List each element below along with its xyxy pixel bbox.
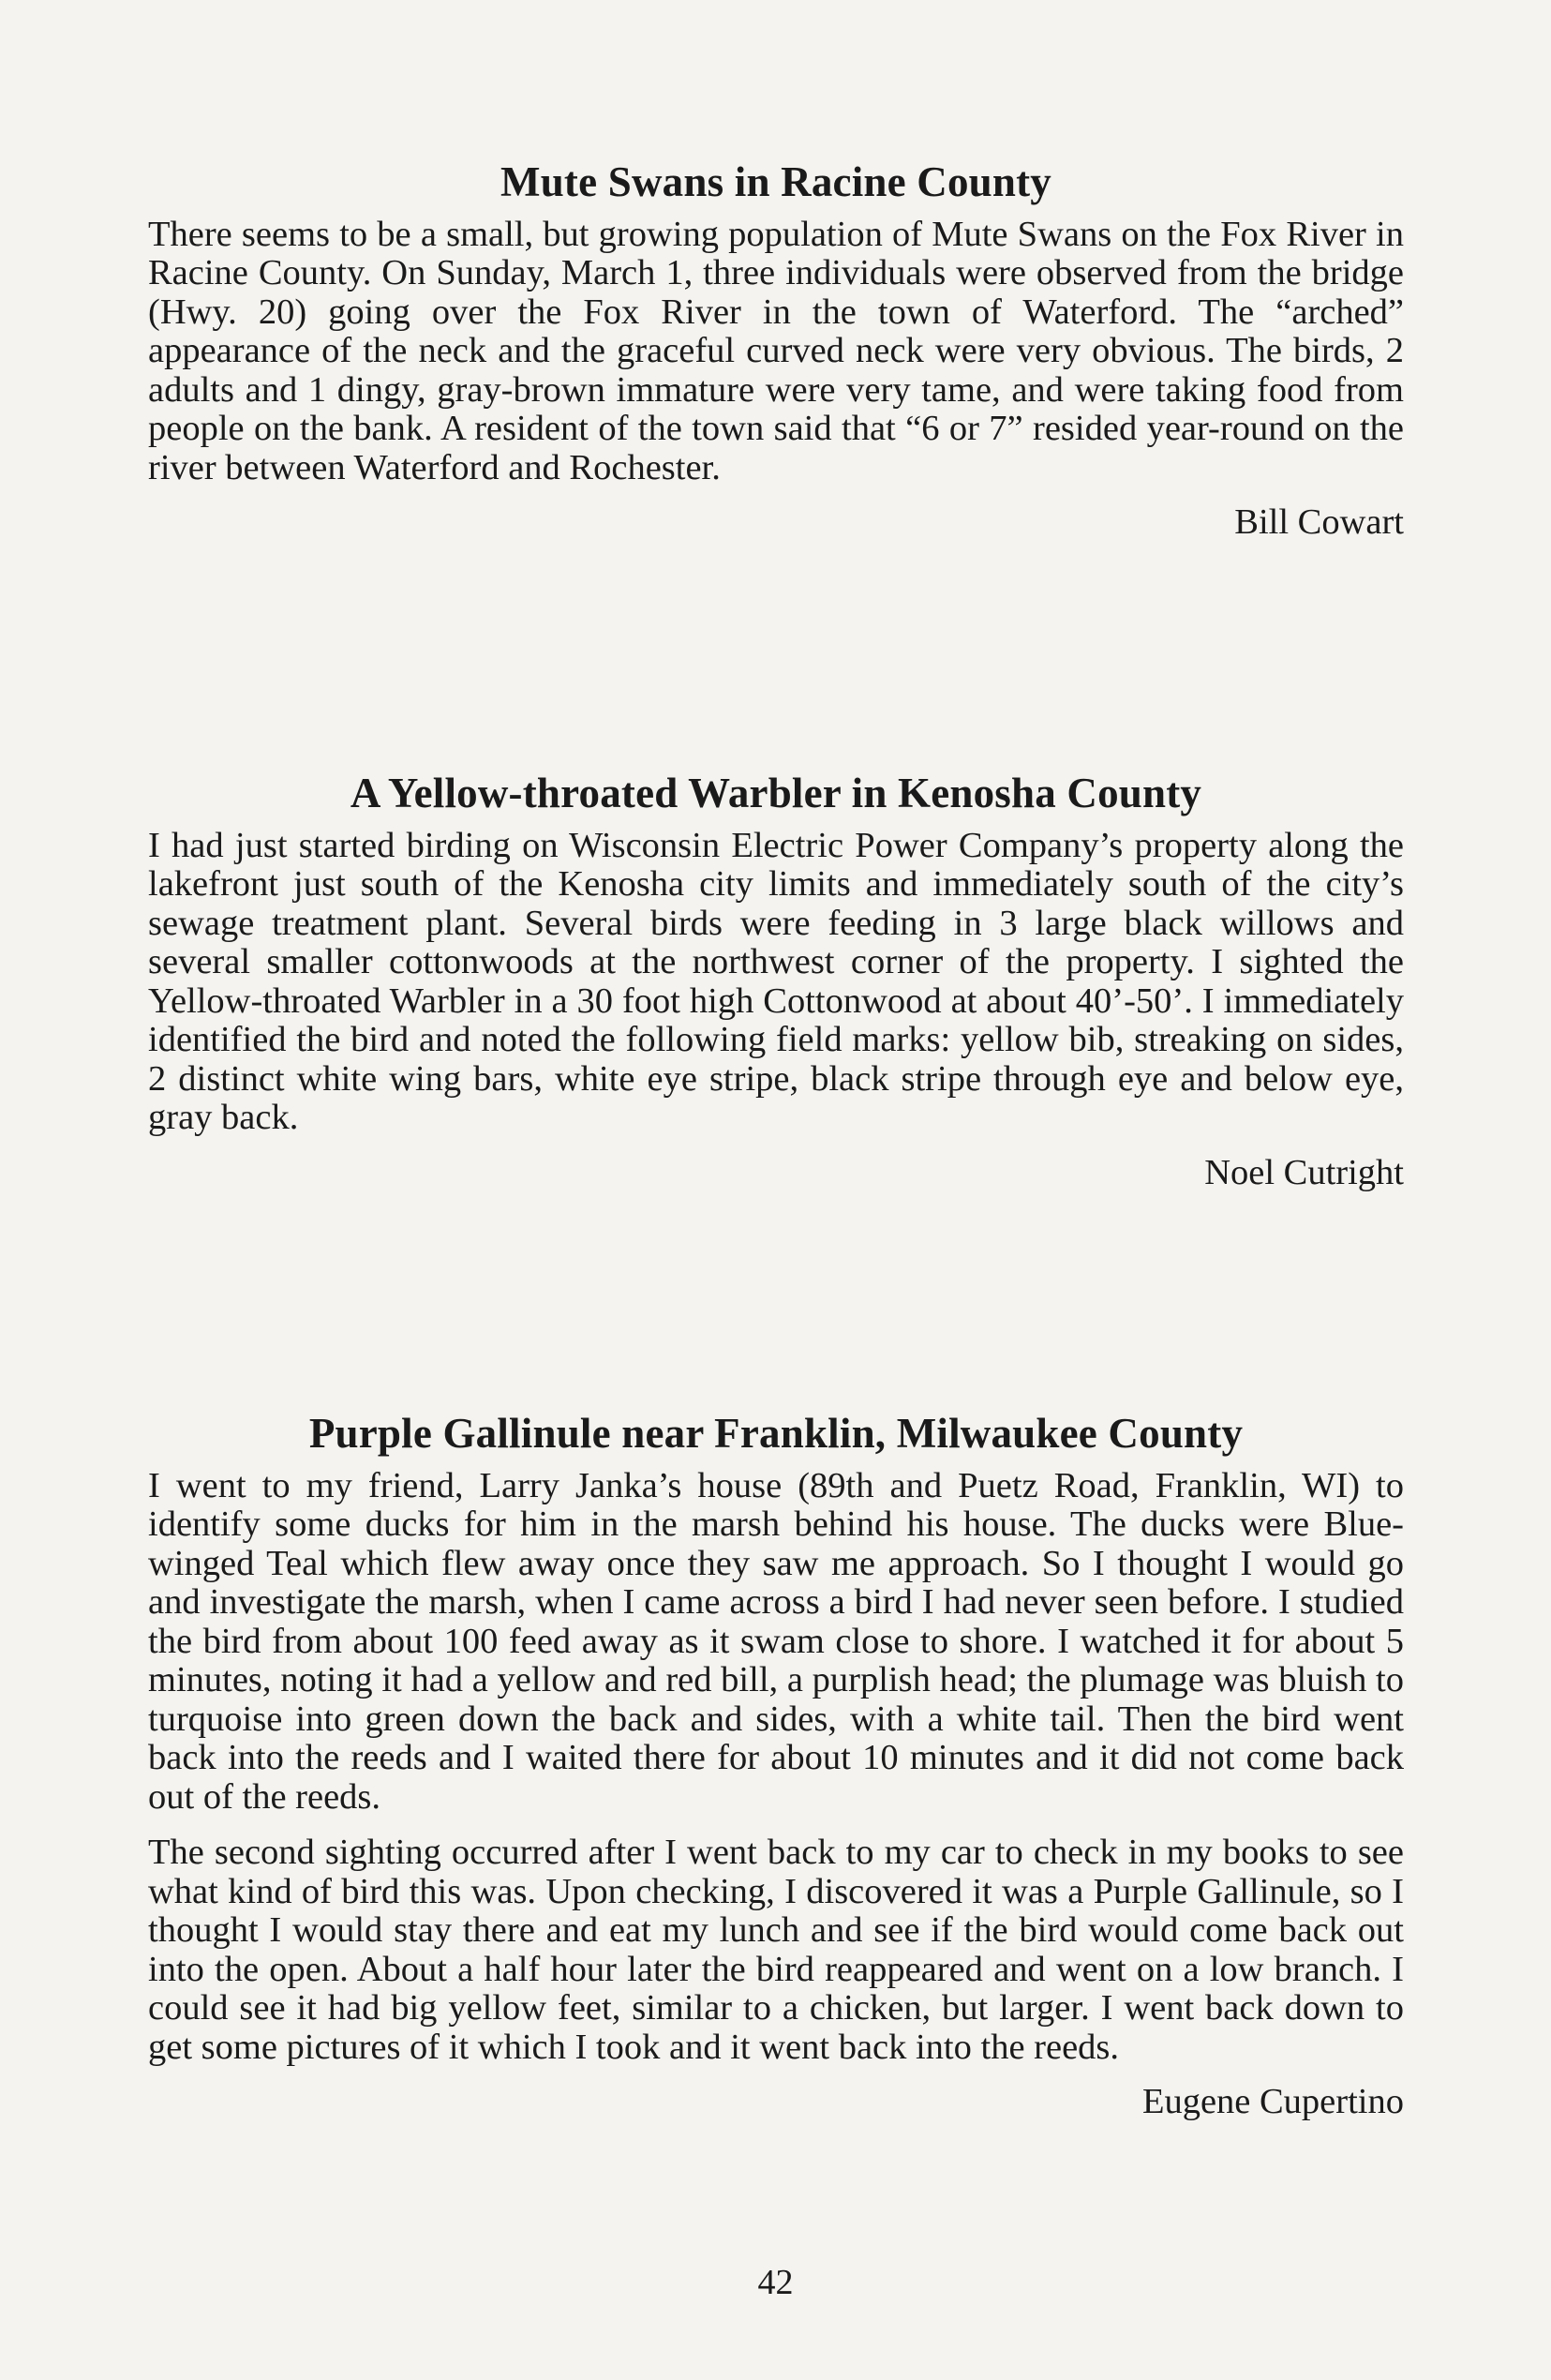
- article-title: Mute Swans in Racine County: [500, 158, 1051, 205]
- article-author: Noel Cutright: [1204, 1152, 1404, 1192]
- article-paragraph: The second sighting occurred after I went back to my car to check in my books to see what kind of bird this was. Upon checking, I discovered it was a Purple Gallinule, so I thought I would stay there and eat my lunch and see if the bird would come back out into the open. About a half hour later the bird reappeared and went on a low branch. I could see it had big yellow feet, similar to a chicken, but larger. I went back down to get some pictures of it which I took and it went back into the reeds.: [148, 1833, 1404, 2067]
- article-paragraph: I had just started birding on Wisconsin Electric Power Company’s property along the lakefront just south of the Kenosha city limits and immediately south of the city’s sewage treatment plant. Several birds were feeding in 3 large black willows and several smaller cottonwoods at the northwest corner of the property. I sighted the Yellow-throated Warbler in a 30 foot high Cottonwood at about 40’-50’. I immediately identified the bird and noted the following field marks: yellow bib, streaking on sides, 2 distinct white wing bars, white eye stripe, black stripe through eye and below eye, gray back.: [148, 825, 1404, 1137]
- article-author: Bill Cowart: [1234, 502, 1404, 542]
- article-title: A Yellow-throated Warbler in Kenosha County: [350, 770, 1202, 816]
- page-number: 42: [757, 2263, 794, 2302]
- article-title: Purple Gallinule near Franklin, Milwaukee County: [308, 1410, 1244, 1457]
- article-paragraph: I went to my friend, Larry Janka’s house (89th and Puetz Road, Franklin, WI) to identify some ducks for him in the marsh behind his house. The ducks were Blue-winged Teal which flew away once they saw me approach. So I thought I would go and investigate the marsh, when I came across a bird I had never seen before. I studied the bird from about 100 feed away as it swam close to shore. I watched it for about 5 minutes, noting it had a yellow and red bill, a purplish head; the plumage was bluish to turquoise into green down the back and sides, with a white tail. Then the bird went back into the reeds and I waited there for about 10 minutes and it did not come back out of the reeds.: [148, 1465, 1404, 1817]
- article-mute-swans: [148, 159, 1404, 542]
- article-purple-gallinule: [148, 1411, 1404, 2121]
- article-yellow-throated-warbler: [148, 771, 1404, 1192]
- article-paragraph: There seems to be a small, but growing population of Mute Swans on the Fox River in Racine County. On Sunday, March 1, three individuals were observed from the bridge (Hwy. 20) going over the Fox River in the town of Waterford. The “arched” appearance of the neck and the graceful curved neck were very obvious. The birds, 2 adults and 1 dingy, gray-brown immature were very tame, and were taking food from people on the bank. A resident of the town said that “6 or 7” resided year-round on the river between Waterford and Rochester.: [148, 214, 1404, 487]
- article-author: Eugene Cupertino: [1141, 2082, 1404, 2121]
